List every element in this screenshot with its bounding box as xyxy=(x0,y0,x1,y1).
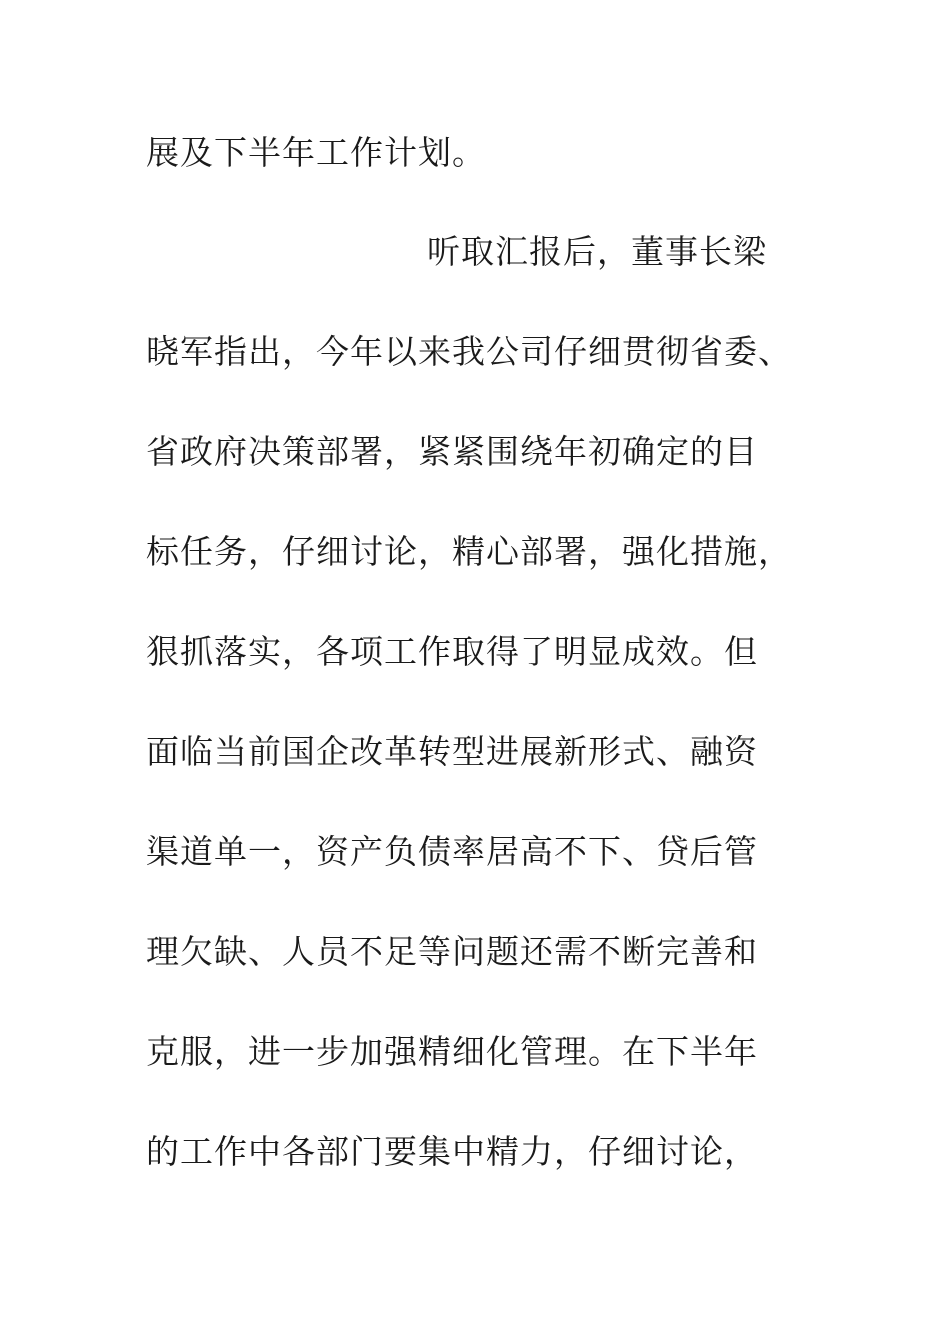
text-line-6: 狠抓落实，各项工作取得了明显成效。但 xyxy=(146,632,758,671)
text-line-7: 面临当前国企改革转型进展新形式、融资 xyxy=(146,732,758,771)
text-line-10: 克服，进一步加强精细化管理。在下半年 xyxy=(146,1032,758,1071)
text-line-9: 理欠缺、人员不足等问题还需不断完善和 xyxy=(146,932,758,971)
text-line-3: 晓军指出，今年以来我公司仔细贯彻省委、 xyxy=(146,332,792,371)
text-line-11: 的工作中各部门要集中精力，仔细讨论， xyxy=(146,1132,758,1171)
text-line-8: 渠道单一，资产负债率居高不下、贷后管 xyxy=(146,832,758,871)
text-line-2: 听取汇报后，董事长梁 xyxy=(427,232,767,271)
text-line-5: 标任务，仔细讨论，精心部署，强化措施， xyxy=(146,532,792,571)
text-line-4: 省政府决策部署，紧紧围绕年初确定的目 xyxy=(146,432,758,471)
text-line-1: 展及下半年工作计划。 xyxy=(146,133,486,172)
